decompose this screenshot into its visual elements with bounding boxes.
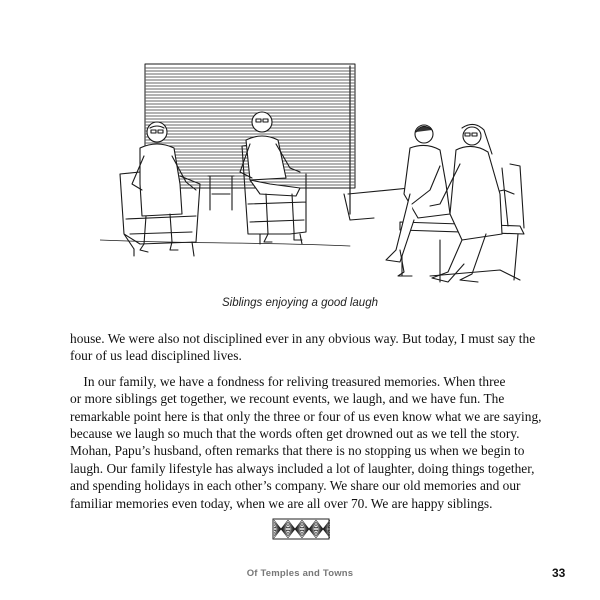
section-ornament (272, 518, 330, 540)
side-table (208, 176, 234, 210)
text-line: remarkable point here is that only the three or four of us even know what we are saying, (70, 408, 542, 424)
body-text (70, 330, 552, 512)
text-line: In our family, we have a fondness for reliving treasured memories. When three (70, 373, 506, 389)
text-line: house. We were also not disciplined ever in any obvious way. But today, I must say the (70, 331, 536, 346)
siblings-illustration (100, 44, 530, 300)
text-line: and spending holidays in each other’s company. We share our old memories and our (70, 478, 521, 494)
text-line: four of us lead disciplined lives. (70, 348, 242, 364)
middle-sibling (240, 112, 302, 242)
page-number: 33 (552, 566, 566, 580)
illustration-caption: Siblings enjoying a good laugh (221, 297, 378, 309)
right-siblings-women (386, 124, 502, 282)
paragraph (70, 330, 552, 365)
running-footer-title: Of Temples and Towns (246, 568, 354, 579)
text-line: familiar memories even today, when we are all over 70. We are happy siblings. (70, 495, 493, 511)
text-line: laugh. Our family lifestyle has always included a lot of laughter, doing things together, (70, 460, 535, 476)
text-line: Mohan, Papu’s husband, often remarks that there is no stopping us when we begin to (70, 443, 525, 459)
text-line: because we laugh so much that the words often get drowned out as we tell the story. (70, 426, 520, 442)
text-line: or more siblings get together, we recount events, we laugh, and we have fun. The (70, 391, 505, 407)
paragraph (70, 373, 552, 512)
